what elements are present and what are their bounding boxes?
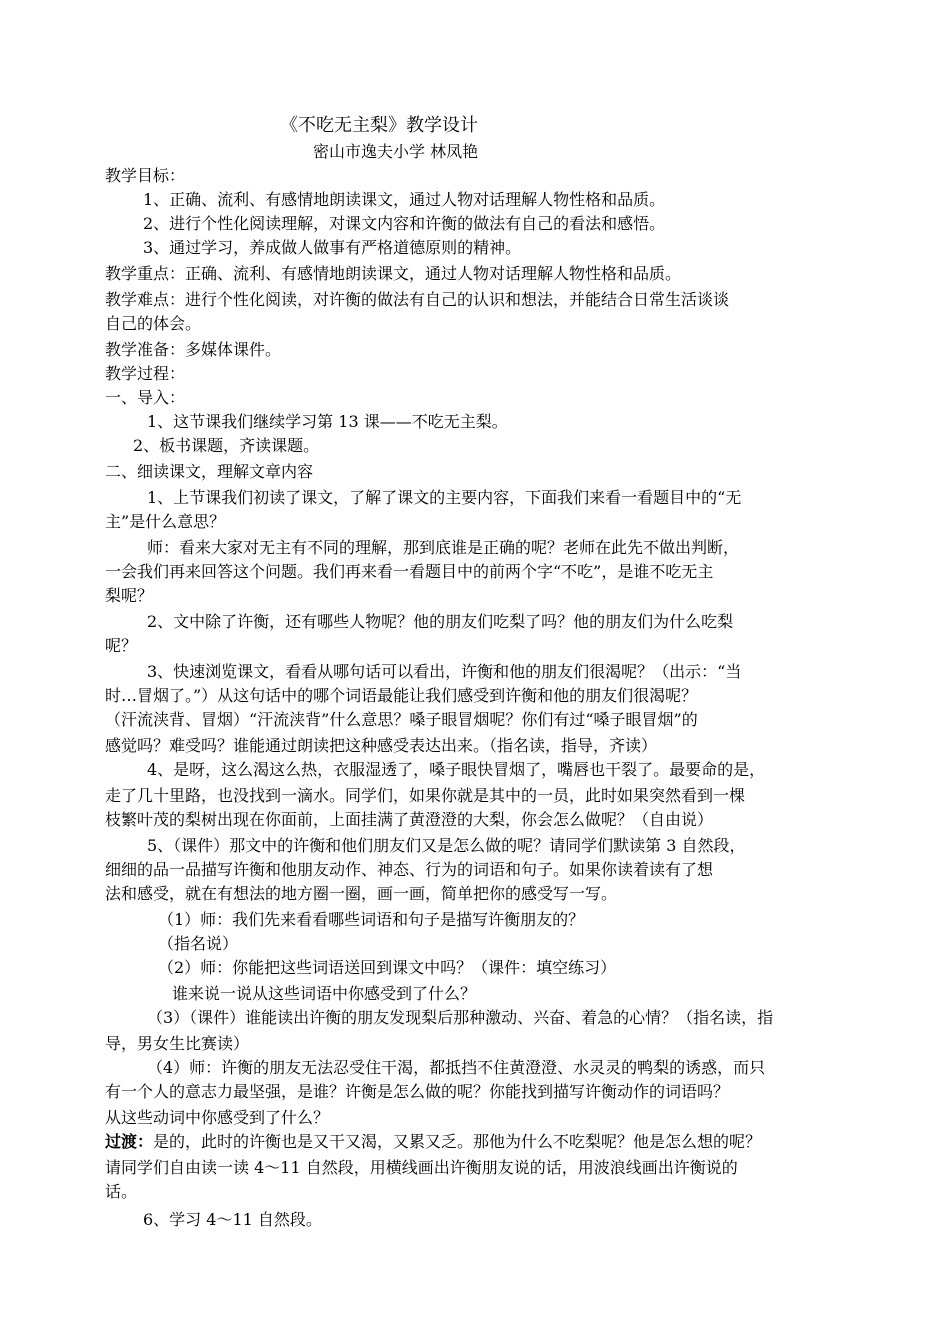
transition-line-2: 请同学们自由读一读 4～11 自然段，用横线画出许衡朋友说的话，用波浪线画出许衡说的	[105, 1158, 738, 1177]
transition-text: 是的，此时的许衡也是又干又渴，又累又乏。那他为什么不吃梨呢？他是怎么想的呢？	[153, 1132, 762, 1151]
preparation: 教学准备：多媒体课件。	[105, 340, 282, 359]
question-4-line-1: （4）师：许衡的朋友无法忍受住干渴，都抵挡不住黄澄澄、水灵灵的鸭梨的诱惑，而只	[147, 1058, 766, 1077]
para-4-line-4: 感觉吗？难受吗？谁能通过朗读把这种感受表达出来。（指名读，指导，齐读）	[105, 736, 658, 755]
process-heading: 教学过程：	[105, 364, 186, 383]
goal-3: 3、通过学习，养成做人做事有严格道德原则的精神。	[143, 238, 522, 257]
goal-1: 1、正确、流利、有感情地朗读课文，通过人物对话理解人物性格和品质。	[143, 190, 666, 209]
doc-title: 《不吃无主梨》教学设计	[280, 115, 478, 136]
para-4-line-2: 时…冒烟了。”）从这句话中的哪个词语最能让我们感受到许衡和他的朋友们很渴呢？	[105, 686, 698, 705]
para-2-line-3: 梨呢？	[105, 586, 154, 605]
difficulty-line-1: 教学难点：进行个性化阅读，对许衡的做法有自己的认识和想法，并能结合日常生活谈谈	[105, 290, 730, 309]
para-6-line-1: 5、（课件）那文中的许衡和他们朋友们又是怎么做的呢？请同学们默读第 3 自然段，	[147, 836, 746, 855]
goals-heading: 教学目标：	[105, 166, 186, 185]
goal-2: 2、进行个性化阅读理解，对课文内容和许衡的做法有自己的看法和感悟。	[143, 214, 666, 233]
para-7: 6、学习 4～11 自然段。	[143, 1210, 322, 1229]
para-1-line-2: 主”是什么意思？	[105, 512, 226, 531]
key-point: 教学重点：正确、流利、有感情地朗读课文，通过人物对话理解人物性格和品质。	[105, 264, 682, 283]
para-5-line-3: 枝繁叶茂的梨树出现在你面前，上面挂满了黄澄澄的大梨，你会怎么做呢？（自由说）	[105, 810, 714, 829]
para-3-line-2: 呢？	[105, 636, 138, 655]
section-1-heading: 一、导入：	[105, 388, 186, 407]
difficulty-line-2: 自己的体会。	[105, 314, 202, 333]
para-2-line-2: 一会我们再来回答这个问题。我们再来看一看题目中的前两个字“不吃”，是谁不吃无主	[105, 562, 714, 581]
section-1-item-1: 1、这节课我们继续学习第 13 课——不吃无主梨。	[147, 412, 508, 431]
question-4-line-3: 从这些动词中你感受到了什么？	[105, 1108, 330, 1127]
para-5-line-2: 走了几十里路，也没找到一滴水。同学们，如果你就是其中的一员，此时如果突然看到一棵	[105, 786, 746, 805]
section-2-heading: 二、细读课文，理解文章内容	[105, 462, 314, 481]
para-3-line-1: 2、文中除了许衡，还有哪些人物呢？他的朋友们吃梨了吗？他的朋友们为什么吃梨	[147, 612, 734, 631]
para-6-line-3: 法和感受，就在有想法的地方圈一圈，画一画，简单把你的感受写一写。	[105, 884, 618, 903]
question-3-line-1: （3）（课件）谁能读出许衡的朋友发现梨后那种激动、兴奋、着急的心情？（指名读，指	[147, 1008, 774, 1027]
para-5-line-1: 4、是呀，这么渴这么热，衣服湿透了，嗓子眼快冒烟了，嘴唇也干裂了。最要命的是，	[147, 760, 766, 779]
para-4-line-1: 3、快速浏览课文，看看从哪句话可以看出，许衡和他的朋友们很渴呢？（出示：“当	[147, 662, 742, 681]
question-1-note: （指名说）	[158, 934, 239, 953]
para-4-line-3: （汗流浃背、冒烟）“汗流浃背”什么意思？嗓子眼冒烟呢？你们有过“嗓子眼冒烟”的	[105, 710, 698, 729]
transition-line-1	[105, 1130, 850, 1154]
para-6-line-2: 细细的品一品描写许衡和他朋友动作、神态、行为的词语和句子。如果你读着读有了想	[105, 860, 714, 879]
transition-label: 过渡：	[105, 1132, 154, 1151]
question-4-line-2: 有一个人的意志力最坚强，是谁？许衡是怎么做的呢？你能找到描写许衡动作的词语吗？	[105, 1082, 730, 1101]
question-2-note: 谁来说一说从这些词语中你感受到了什么？	[172, 984, 477, 1003]
para-1-line-1: 1、上节课我们初读了课文，了解了课文的主要内容，下面我们来看一看题目中的“无	[147, 488, 742, 507]
transition-line-3: 话。	[105, 1182, 138, 1201]
question-3-line-2: 导，男女生比赛读）	[105, 1034, 250, 1053]
question-2: （2）师：你能把这些词语送回到课文中吗？（课件：填空练习）	[158, 958, 617, 977]
section-1-item-2: 2、板书课题，齐读课题。	[133, 436, 320, 455]
doc-author: 密山市逸夫小学 林凤艳	[313, 142, 479, 161]
question-1: （1）师：我们先来看看哪些词语和句子是描写许衡朋友的？	[158, 910, 585, 929]
para-2-line-1: 师：看来大家对无主有不同的理解，那到底谁是正确的呢？老师在此先不做出判断，	[147, 538, 740, 557]
